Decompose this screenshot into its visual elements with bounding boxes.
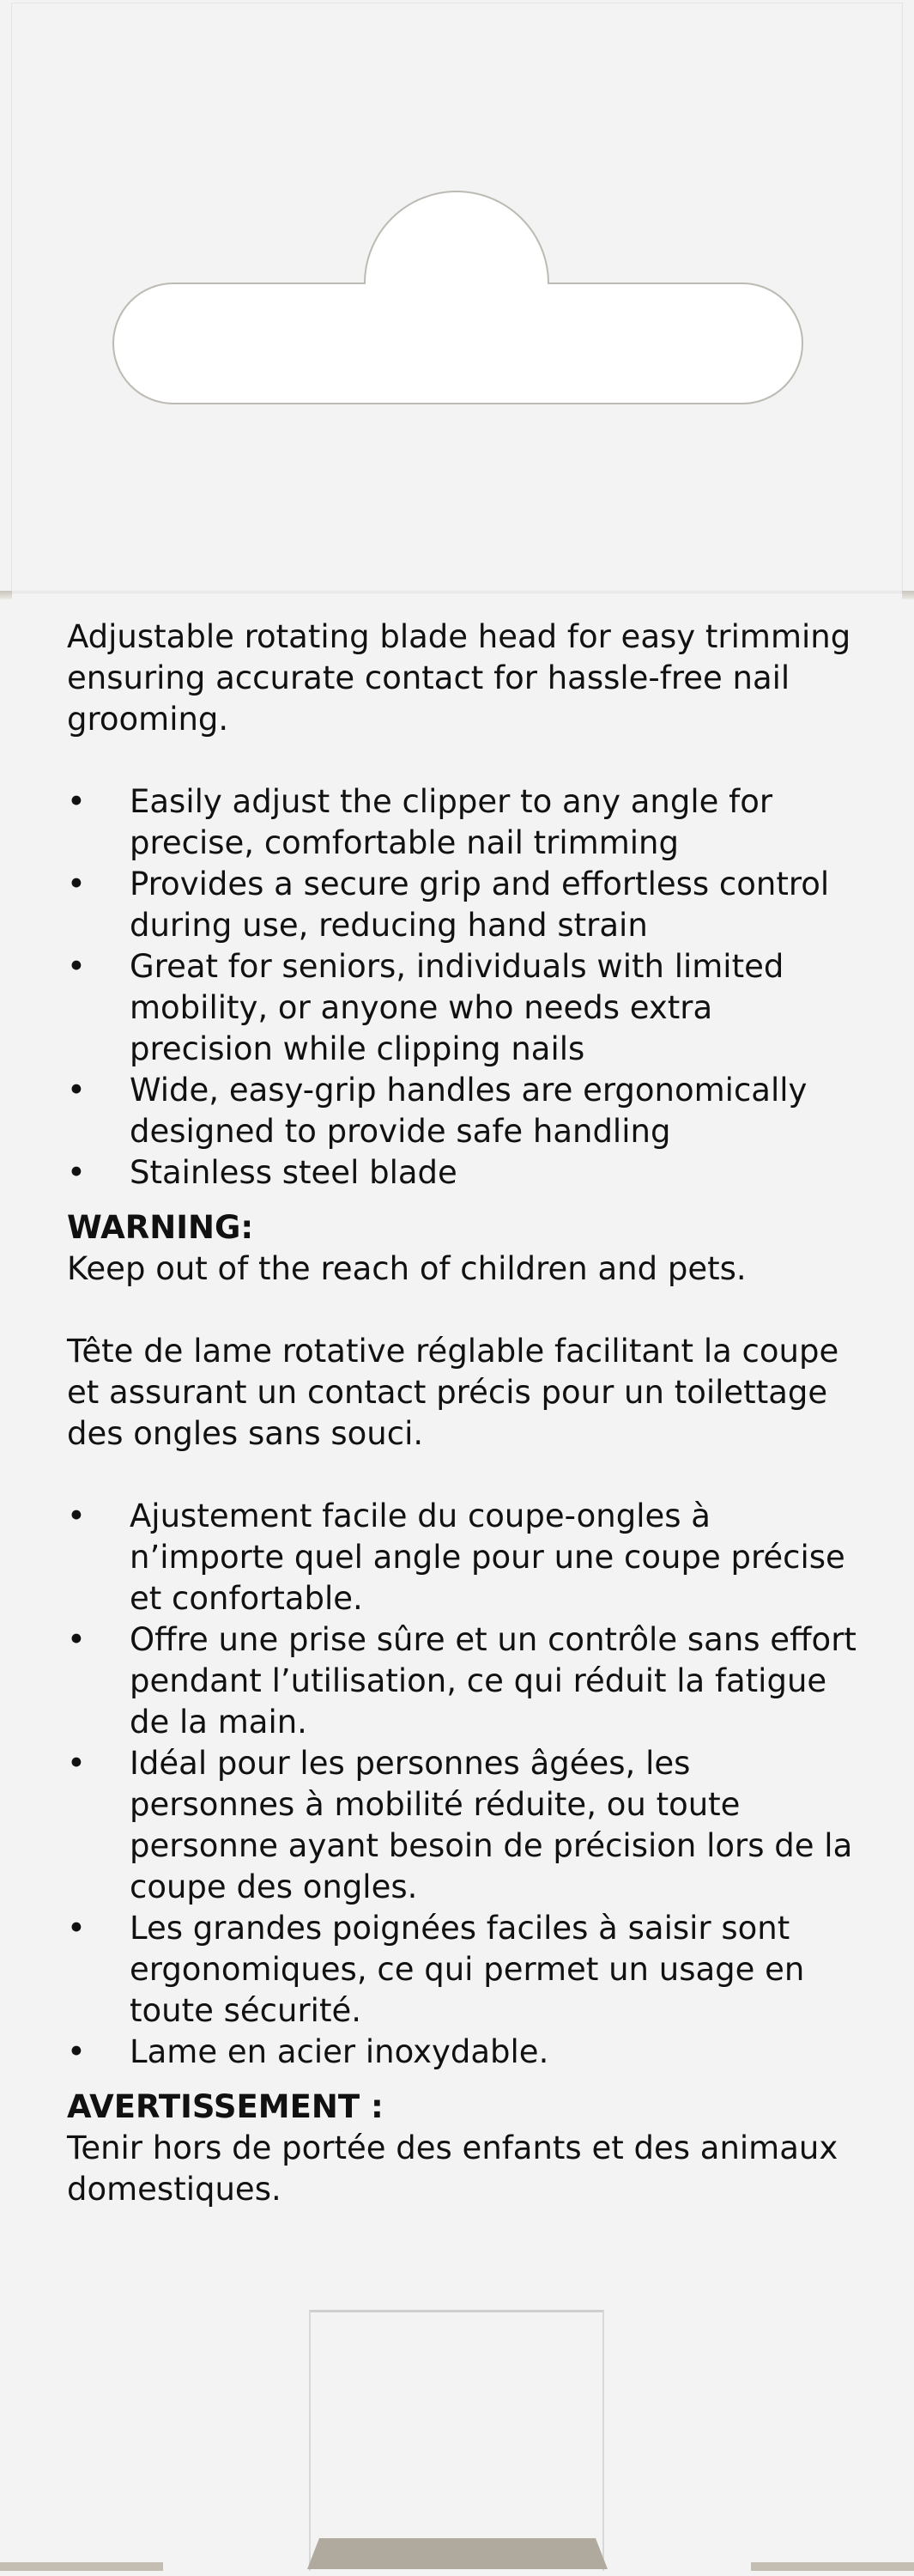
list-item: • Idéal pour les personnes âgées, les personnes à mobilité réduite, ou toute personne ayant besoin de précision lors de la coupe des ongles. — [67, 1745, 853, 1905]
french-warning-text: Tenir hors de portée des enfants et des animaux domestiques. — [67, 2129, 838, 2208]
list-item: • Provides a secure grip and effortless control during use, reducing hand strain — [67, 866, 830, 944]
list-item: • Stainless steel blade — [67, 1152, 856, 1194]
list-item: • Wide, easy-grip handles are ergonomically designed to provide safe handling — [67, 1072, 808, 1150]
list-item: • Offre une prise sûre et un contrôle sans effort pendant l’utilisation, ce qui réduit la fatigue de la main. — [67, 1621, 856, 1741]
bottom-tuck-tab — [309, 2310, 604, 2576]
list-item: • Easily adjust the clipper to any angle for precise, comfortable nail trimming — [67, 783, 773, 861]
bottom-edge — [0, 2571, 914, 2576]
bullet-icon: • — [67, 866, 86, 902]
bullet-icon: • — [67, 1072, 86, 1109]
list-item: • Les grandes poignées faciles à saisir sont ergonomiques, ce qui permet un usage en toute sécurité. — [67, 1910, 805, 2029]
bottom-fold-strip-right — [751, 2562, 914, 2571]
fold-seam — [0, 591, 914, 599]
hang-hole-cutout — [112, 187, 804, 406]
bullet-icon: • — [67, 1621, 86, 1658]
english-intro: Adjustable rotating blade head for easy trimming ensuring accurate contact for hassle-free nail grooming. — [67, 618, 851, 738]
list-item: • Great for seniors, individuals with limited mobility, or anyone who needs extra precision while clipping nails — [67, 948, 784, 1067]
bottom-fold-strip-left — [0, 2562, 163, 2571]
bullet-icon: • — [67, 948, 86, 985]
bullet-icon: • — [67, 1154, 86, 1191]
french-warning-title: AVERTISSEMENT : — [67, 2088, 384, 2125]
bullet-icon: • — [67, 1498, 86, 1534]
french-intro: Tête de lame rotative réglable facilitant la coupe et assurant un contact précis pour un toilettage des ongles sans souci. — [67, 1333, 839, 1452]
bullet-icon: • — [67, 1910, 86, 1947]
list-item: • Ajustement facile du coupe-ongles à n’importe quel angle pour une coupe précise et confortable. — [67, 1498, 845, 1617]
english-warning-title: WARNING: — [67, 1209, 254, 1246]
english-warning-text: Keep out of the reach of children and pets. — [67, 1250, 747, 1287]
bullet-icon: • — [67, 783, 86, 820]
french-feature-list — [67, 1496, 856, 2073]
bullet-icon: • — [67, 2033, 86, 2070]
list-item: • Lame en acier inoxydable. — [67, 2032, 856, 2073]
bullet-icon: • — [67, 1745, 86, 1782]
product-description — [67, 617, 856, 2210]
english-feature-list — [67, 781, 856, 1194]
